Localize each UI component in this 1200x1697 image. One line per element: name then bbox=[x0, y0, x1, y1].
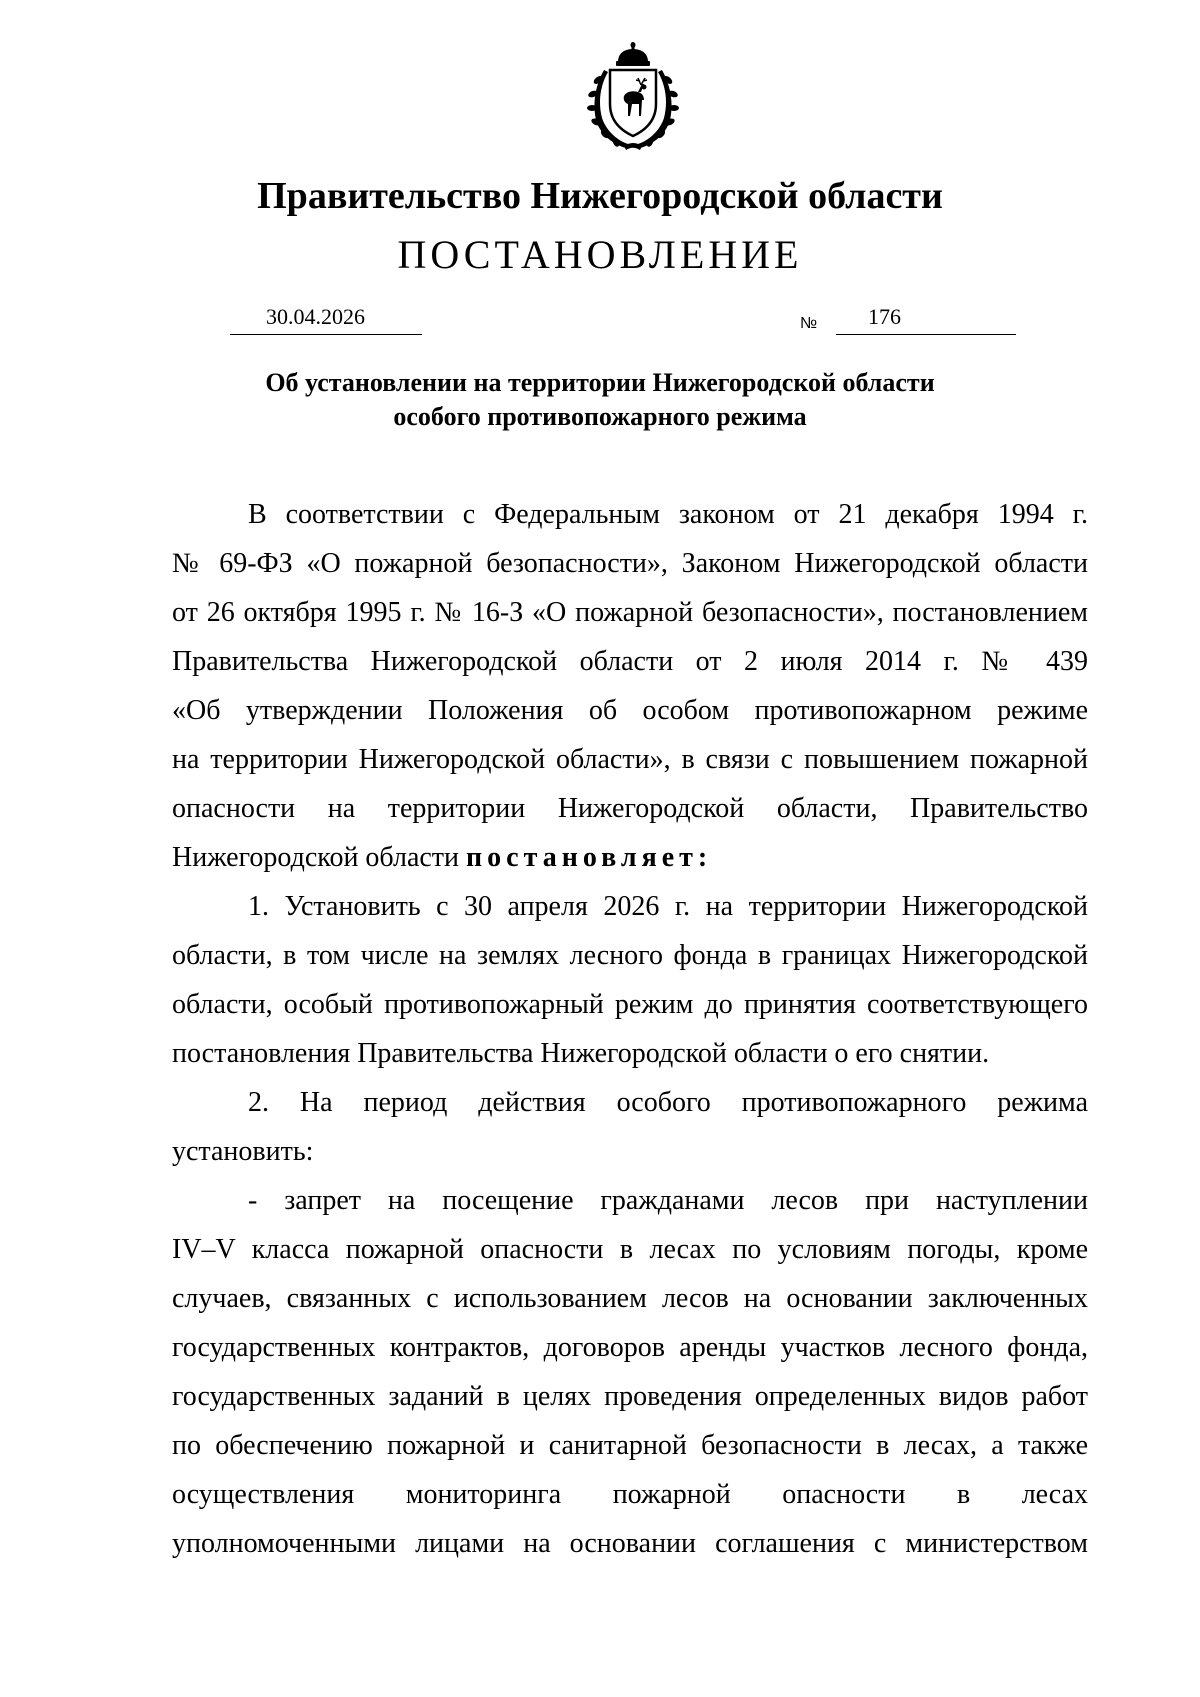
document-number: 176 bbox=[868, 304, 901, 329]
resolves-word: постановляет: bbox=[466, 842, 713, 873]
bullet-line: уполномоченными лицами на основании соглашения с министерством bbox=[172, 1528, 1088, 1559]
subject-line: особого противопожарного режима bbox=[393, 402, 807, 431]
document-body bbox=[172, 490, 1088, 1568]
organization-title: Правительство Нижегородской области bbox=[257, 175, 943, 217]
bullet-line: по обеспечению пожарной и санитарной безопасности в лесах, а также bbox=[172, 1430, 1088, 1461]
coat-of-arms-icon bbox=[574, 40, 692, 152]
preamble-line: В соответствии с Федеральным законом от 21 декабря 1994 г. bbox=[248, 499, 1088, 530]
preamble-line: Правительства Нижегородской области от 2 июля 2014 г. № 439 bbox=[172, 646, 1088, 677]
preamble-line: опасности на территории Нижегородской области, Правительство bbox=[172, 793, 1088, 824]
bullet-line: государственных заданий в целях проведения определенных видов работ bbox=[172, 1381, 1088, 1412]
item1-line: области, в том числе на землях лесного фонда в границах Нижегородской bbox=[172, 940, 1088, 971]
preamble-line: от 26 октября 1995 г. № 16-З «О пожарной безопасности», постановлением bbox=[172, 597, 1088, 628]
number-sign: № bbox=[800, 315, 818, 332]
bullet-line: IV–V класса пожарной опасности в лесах по условиям погоды, кроме bbox=[172, 1234, 1088, 1265]
bullet-line: государственных контрактов, договоров аренды участков лесного фонда, bbox=[172, 1332, 1088, 1363]
document-type: ПОСТАНОВЛЕНИЕ bbox=[397, 232, 803, 277]
document-date: 30.04.2026 bbox=[266, 304, 365, 329]
bullet-line: - запрет на посещение гражданами лесов при наступлении bbox=[248, 1185, 1088, 1216]
document-subject bbox=[0, 366, 1200, 434]
document-number-field bbox=[836, 304, 1016, 335]
item2-line: установить: bbox=[172, 1136, 314, 1167]
preamble-line: № 69-ФЗ «О пожарной безопасности», Законом Нижегородской области bbox=[172, 548, 1088, 579]
item2-line: 2. На период действия особого противопожарного режима bbox=[248, 1087, 1088, 1118]
preamble-line: Нижегородской области bbox=[172, 842, 467, 873]
preamble-line: на территории Нижегородской области», в связи с повышением пожарной bbox=[172, 744, 1088, 775]
preamble-line: «Об утверждении Положения об особом противопожарном режиме bbox=[172, 695, 1088, 726]
item1-line: области, особый противопожарный режим до принятия соответствующего bbox=[172, 989, 1088, 1020]
document-date-field bbox=[230, 304, 422, 335]
bullet-line: осуществления мониторинга пожарной опасности в лесах bbox=[172, 1479, 1088, 1510]
subject-line: Об установлении на территории Нижегородской области bbox=[265, 368, 935, 397]
item1-line: 1. Установить с 30 апреля 2026 г. на территории Нижегородской bbox=[248, 891, 1088, 922]
item1-line: постановления Правительства Нижегородской области о его снятии. bbox=[172, 1038, 990, 1069]
preamble-last-line bbox=[172, 833, 1088, 882]
bullet-line: случаев, связанных с использованием лесов на основании заключенных bbox=[172, 1283, 1088, 1314]
